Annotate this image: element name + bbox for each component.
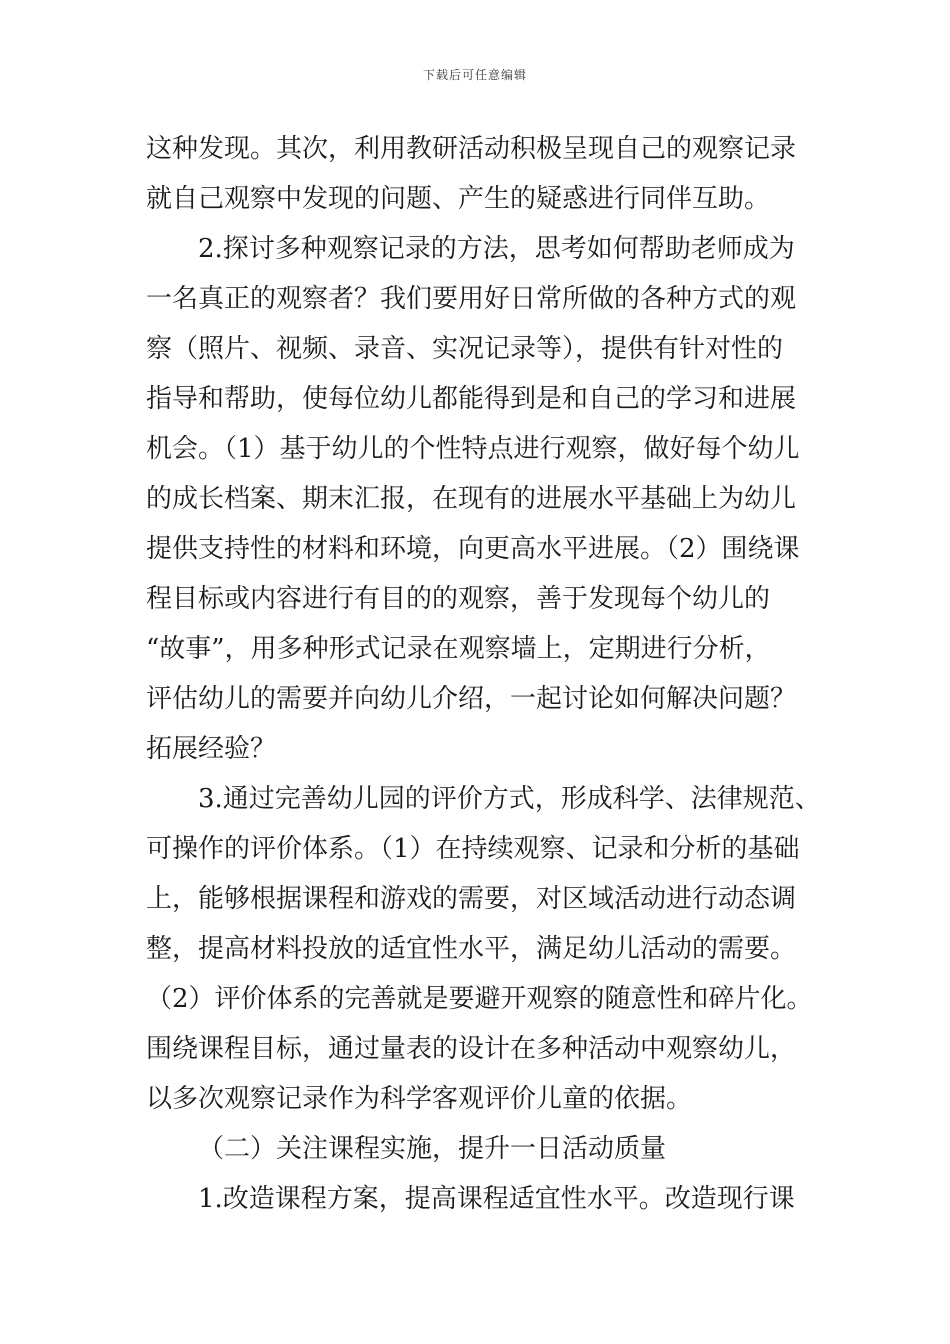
text-line: 察（照片、视频、录音、实况记录等），提供有针对性的 (146, 334, 784, 364)
text-line: “故事”，用多种形式记录在观察墙上，定期进行分析， (146, 634, 771, 664)
text-line: 3.通过完善幼儿园的评价方式，形成科学、法律规范、 (198, 784, 821, 814)
text-line: 这种发现。其次，利用教研活动积极呈现自己的观察记录 (146, 134, 797, 164)
text-line: 以多次观察记录作为科学客观评价儿童的依据。 (146, 1084, 693, 1114)
text-line: 整，提高材料投放的适宜性水平，满足幼儿活动的需要。 (146, 934, 797, 964)
text-line: 可操作的评价体系。（1）在持续观察、记录和分析的基础 (146, 834, 800, 864)
section-heading: （二）关注课程实施，提升一日活动质量 (198, 1134, 667, 1164)
text-line: 围绕课程目标，通过量表的设计在多种活动中观察幼儿， (146, 1034, 797, 1064)
text-line: 1.改造课程方案，提高课程适宜性水平。改造现行课 (198, 1184, 795, 1214)
text-line: 指导和帮助，使每位幼儿都能得到是和自己的学习和进展 (146, 384, 797, 414)
text-line: 上，能够根据课程和游戏的需要，对区域活动进行动态调 (146, 884, 797, 914)
text-line: 2.探讨多种观察记录的方法，思考如何帮助老师成为 (198, 234, 795, 264)
text-line: 拓展经验？ (146, 734, 277, 764)
page-header: 下载后可任意编辑 (422, 68, 527, 82)
text-line: 机会。（1）基于幼儿的个性特点进行观察，做好每个幼儿 (146, 434, 800, 464)
text-line: 的成长档案、期末汇报，在现有的进展水平基础上为幼儿 (146, 484, 797, 514)
text-line: （2）评价体系的完善就是要避开观察的随意性和碎片化。 (146, 984, 813, 1014)
text-line: 就自己观察中发现的问题、产生的疑惑进行同伴互助。 (146, 184, 771, 214)
text-line: 程目标或内容进行有目的的观察，善于发现每个幼儿的 (146, 584, 771, 614)
text-line: 提供支持性的材料和环境，向更高水平进展。（2）围绕课 (146, 534, 800, 564)
text-line: 一名真正的观察者？我们要用好日常所做的各种方式的观 (146, 284, 797, 314)
text-line: 评估幼儿的需要并向幼儿介绍，一起讨论如何解决问题？ (146, 684, 797, 714)
